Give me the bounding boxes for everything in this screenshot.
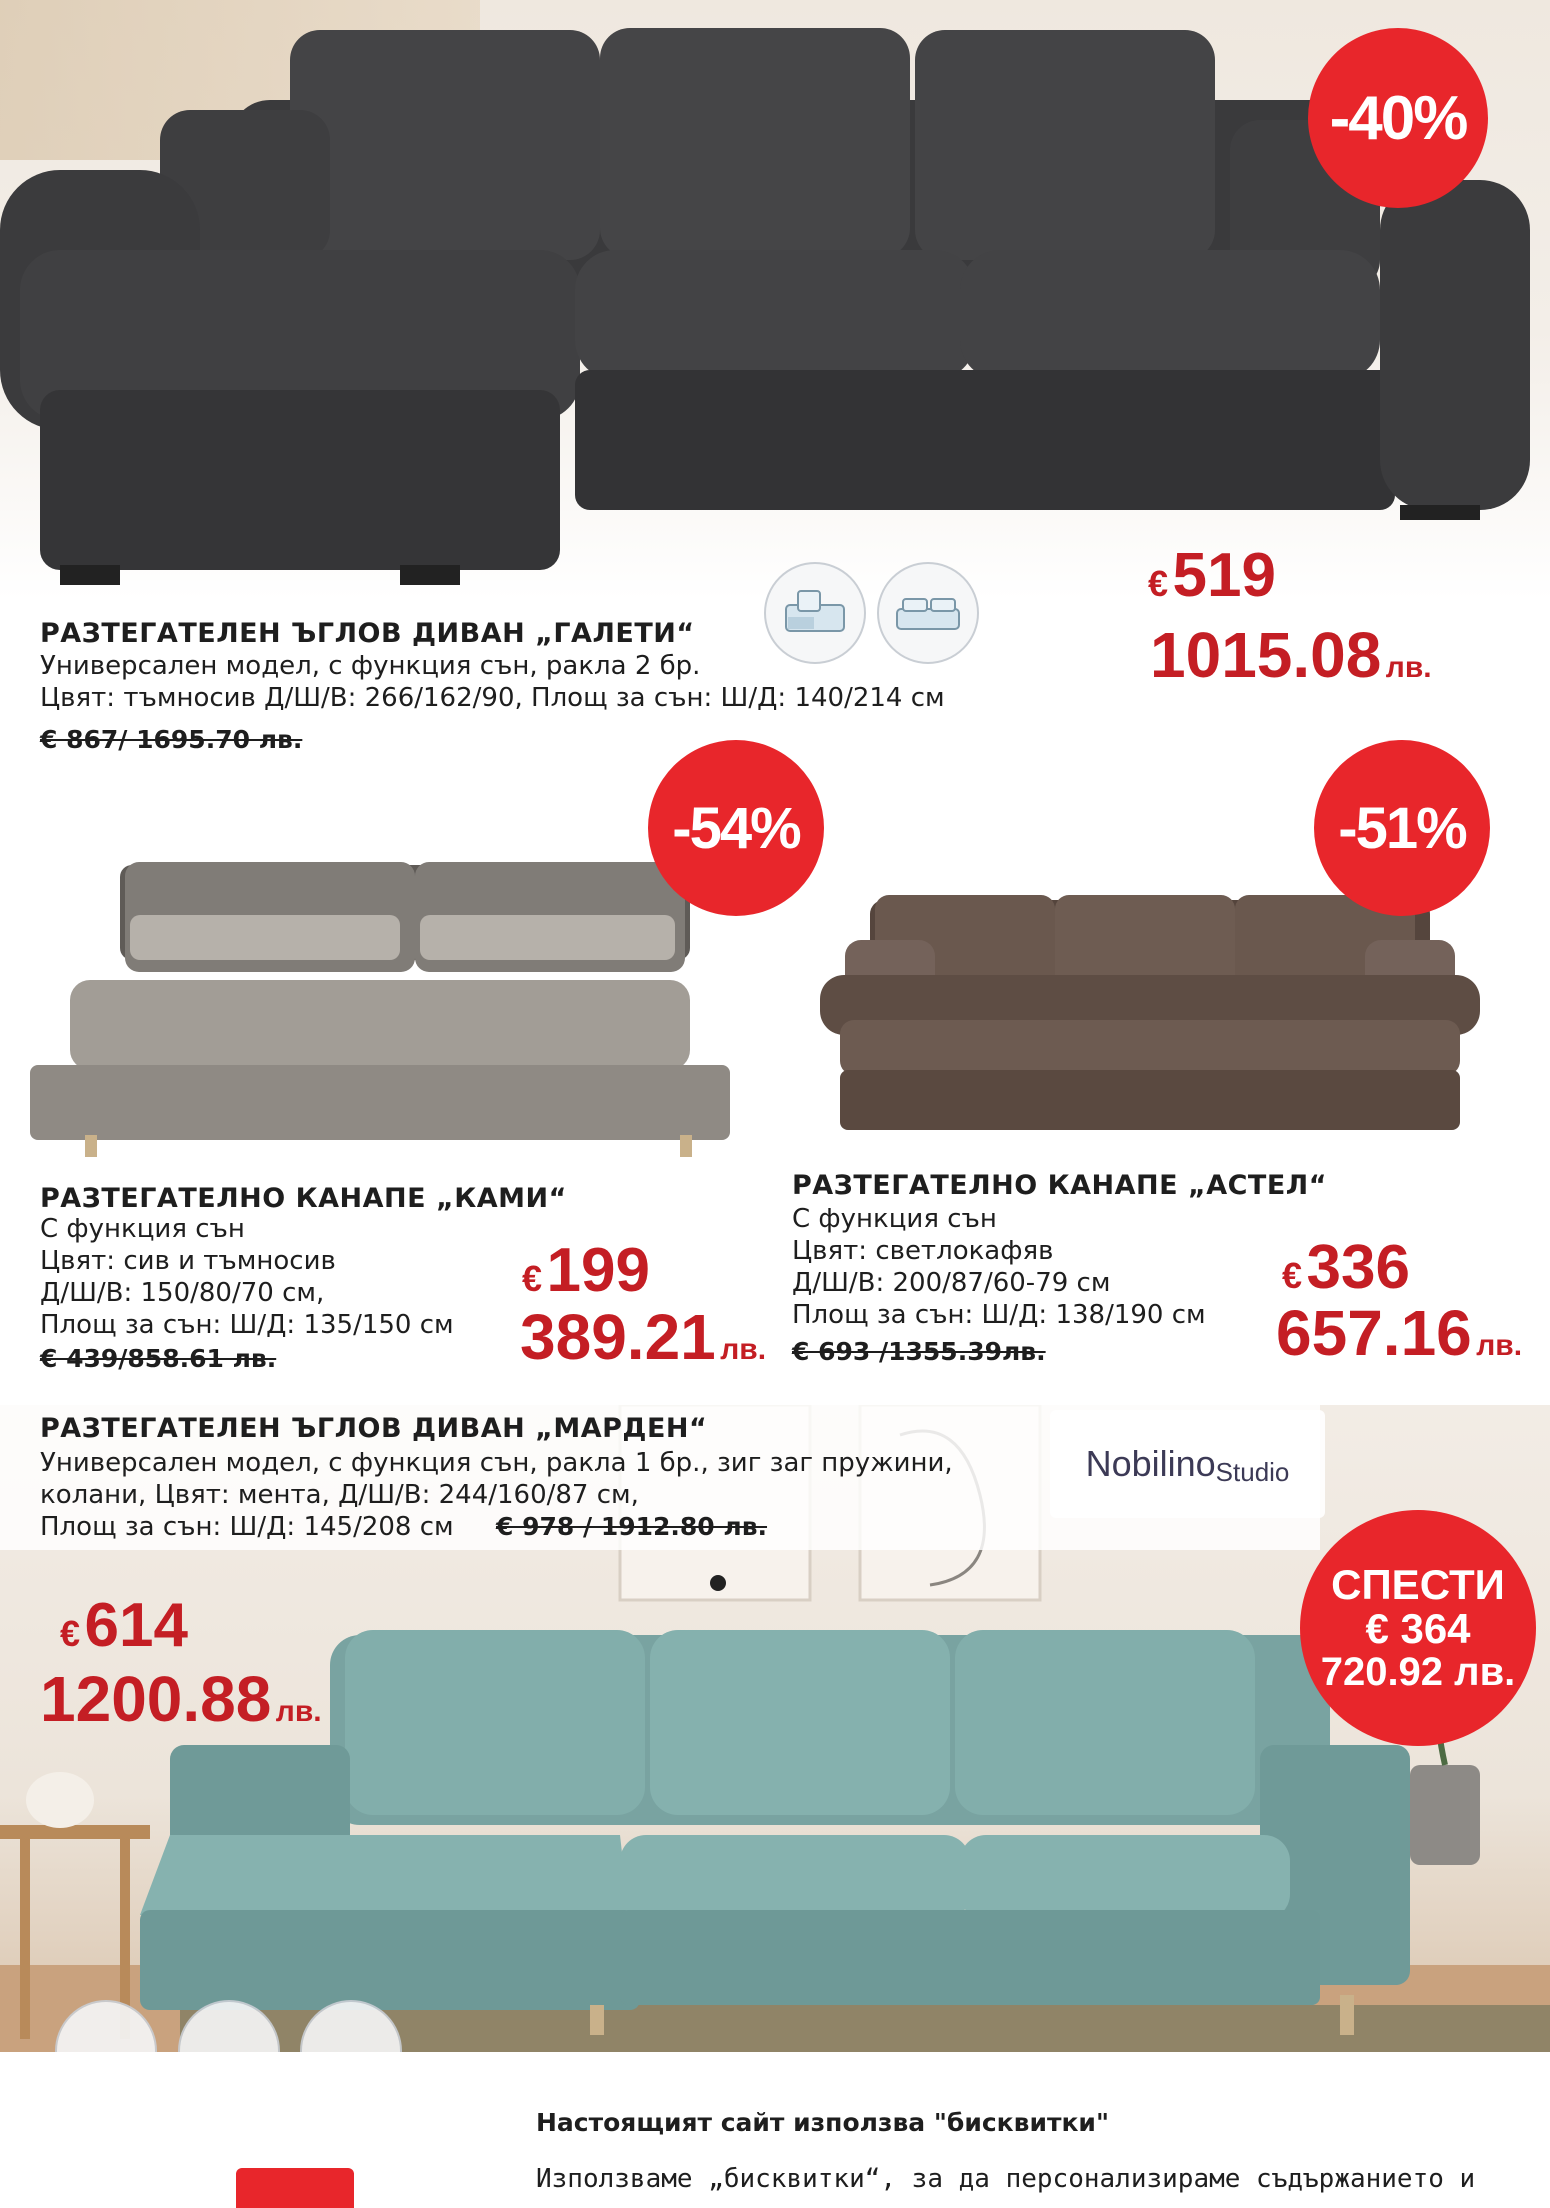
brand-logo-text: Nobilino <box>1085 1443 1216 1484</box>
old-price-astel: € 693 /1355.39лв. <box>792 1337 1046 1366</box>
bgn-amount: 389.21 <box>520 1301 716 1373</box>
discount-label: -54% <box>672 795 800 861</box>
bgn-price-kami <box>520 1300 766 1374</box>
product-title-galeti: РАЗТЕГАТЕЛЕН ЪГЛОВ ДИВАН „ГАЛЕТИ“ <box>40 618 695 649</box>
old-price-marden: € 978 / 1912.80 лв. <box>496 1512 768 1541</box>
product-desc-kami-1: С функция сън <box>40 1214 245 1244</box>
cookie-banner-text: Използваме „бисквитки“, за да персонализираме съдържанието и <box>536 2164 1476 2194</box>
bgn-price-marden <box>40 1662 322 1736</box>
product-title-kami: РАЗТЕГАТЕЛНО КАНАПЕ „КАМИ“ <box>40 1183 567 1214</box>
eur-price-astel <box>1282 1232 1410 1303</box>
discount-badge-galeti <box>1308 28 1488 208</box>
product-desc-marden-2: колани, Цвят: мента, Д/Ш/В: 244/160/87 см, <box>40 1480 639 1510</box>
eur-amount: 199 <box>546 1236 650 1305</box>
product-desc-kami-2: Цвят: сив и тъмносив <box>40 1246 336 1276</box>
bgn-amount: 1015.08 <box>1150 619 1382 691</box>
product-image-astel <box>820 880 1480 1150</box>
cookie-banner <box>0 2052 1550 2194</box>
product-desc-galeti-1: Универсален модел, с функция сън, ракла 2 бр. <box>40 651 701 681</box>
product-desc-kami-3: Д/Ш/В: 150/80/70 см, <box>40 1278 325 1308</box>
eur-amount: 614 <box>84 1591 188 1660</box>
brand-logo-suffix: Studio <box>1215 1456 1290 1487</box>
sofa-astel-illustration <box>820 880 1480 1150</box>
save-badge-marden <box>1300 1510 1536 1746</box>
old-price-kami: € 439/858.61 лв. <box>40 1344 277 1373</box>
cookie-banner-title: Настоящият сайт използва "бисквитки" <box>536 2108 1109 2137</box>
bgn-price-astel <box>1276 1296 1522 1370</box>
bgn-currency: лв. <box>720 1333 767 1366</box>
eur-amount: 519 <box>1172 541 1276 610</box>
nobilino-studio-logo <box>1050 1410 1325 1518</box>
discount-label: -40% <box>1329 83 1467 153</box>
product-image-kami <box>30 840 730 1160</box>
euro-symbol: € <box>1282 1255 1303 1296</box>
product-desc-astel-1: С функция сън <box>792 1204 997 1234</box>
bgn-currency: лв. <box>1476 1329 1523 1362</box>
product-desc-astel-3: Д/Ш/В: 200/87/60-79 см <box>792 1268 1111 1298</box>
euro-symbol: € <box>1148 563 1169 604</box>
euro-symbol: € <box>522 1258 543 1299</box>
sofa-bed-open-icon <box>877 562 979 664</box>
site-logo <box>236 2168 354 2208</box>
bgn-currency: лв. <box>1385 651 1432 684</box>
discount-badge-kami <box>648 740 824 916</box>
bgn-amount: 657.16 <box>1276 1297 1472 1369</box>
sofa-bed-storage-icon <box>764 562 866 664</box>
product-desc-marden-3: Площ за сън: Ш/Д: 145/208 см <box>40 1512 454 1542</box>
sofa-kami-illustration <box>30 840 730 1160</box>
save-eur: € 364 <box>1365 1605 1471 1652</box>
eur-amount: 336 <box>1306 1233 1410 1302</box>
old-price-galeti: € 867/ 1695.70 лв. <box>40 725 303 754</box>
discount-label: -51% <box>1338 795 1466 861</box>
product-title-astel: РАЗТЕГАТЕЛНО КАНАПЕ „АСТЕЛ“ <box>792 1170 1327 1201</box>
bgn-amount: 1200.88 <box>40 1663 272 1735</box>
eur-price-kami <box>522 1235 650 1306</box>
euro-symbol: € <box>60 1613 81 1654</box>
discount-badge-astel <box>1314 740 1490 916</box>
product-desc-kami-4: Площ за сън: Ш/Д: 135/150 см <box>40 1310 454 1340</box>
save-bgn: 720.92 лв. <box>1320 1650 1516 1695</box>
save-label: СПЕСТИ <box>1331 1560 1505 1608</box>
product-desc-astel-2: Цвят: светлокафяв <box>792 1236 1054 1266</box>
eur-price-galeti <box>1148 540 1276 611</box>
bgn-currency: лв. <box>275 1695 322 1728</box>
bgn-price-galeti <box>1150 618 1432 692</box>
eur-price-marden <box>60 1590 188 1661</box>
product-desc-marden-1: Универсален модел, с функция сън, ракла 1 бр., зиг заг пружини, <box>40 1448 953 1478</box>
product-desc-astel-4: Площ за сън: Ш/Д: 138/190 см <box>792 1300 1206 1330</box>
product-title-marden: РАЗТЕГАТЕЛЕН ЪГЛОВ ДИВАН „МАРДЕН“ <box>40 1413 708 1444</box>
product-desc-galeti-2: Цвят: тъмносив Д/Ш/В: 266/162/90, Площ за сън: Ш/Д: 140/214 см <box>40 683 945 713</box>
